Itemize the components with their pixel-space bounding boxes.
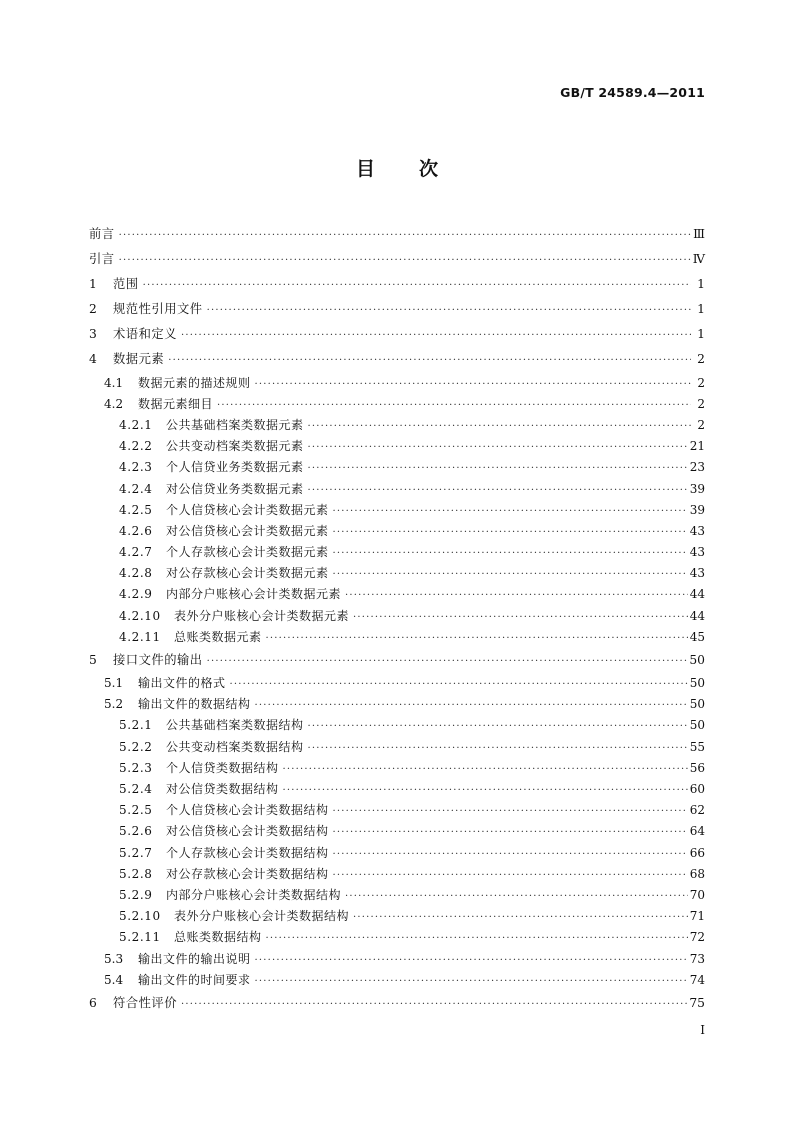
- toc-entry-label: 输出文件的时间要求: [138, 972, 251, 987]
- toc-entry-page: 1: [697, 302, 705, 317]
- toc-dot-leader: [333, 844, 688, 865]
- toc-entry-label: 个人信贷核心会计类数据元素: [166, 502, 329, 517]
- toc-entry-number: 5.2.5: [119, 803, 153, 818]
- toc-entry-label: 术语和定义: [113, 327, 177, 342]
- toc-entry-number: 1: [89, 277, 97, 292]
- standard-code: GB/T 24589.4—2011: [560, 85, 705, 100]
- toc-entry-number: 4.2.5: [119, 502, 153, 517]
- toc-entry-number: 4.2.8: [119, 566, 153, 581]
- toc-entry-label: 对公信贷核心会计类数据元素: [166, 523, 329, 538]
- toc-entry-label: 数据元素: [113, 352, 165, 367]
- toc-entry[interactable]: [89, 694, 705, 715]
- toc-entry-page: 50: [689, 676, 705, 691]
- toc-entry-page: 43: [689, 523, 705, 538]
- toc-dot-leader: [119, 223, 691, 248]
- toc-dot-leader: [333, 522, 688, 543]
- toc-entry[interactable]: [89, 715, 705, 736]
- toc-entry-label: 个人信贷核心会计类数据结构: [166, 803, 329, 818]
- toc-entry-page: 39: [689, 502, 705, 517]
- toc-dot-leader: [283, 759, 688, 780]
- toc-entry-page: 70: [689, 887, 705, 902]
- toc-entry-label: 对公信贷业务类数据元素: [166, 481, 304, 496]
- toc-entry-page: 72: [689, 930, 705, 945]
- toc-entry-page: 39: [689, 481, 705, 496]
- toc-entry[interactable]: [89, 584, 705, 605]
- toc-dot-leader: [255, 950, 688, 971]
- toc-entry-page: 1: [697, 277, 705, 292]
- toc-dot-leader: [308, 416, 691, 437]
- toc-entry-number: 4.2.9: [119, 587, 153, 602]
- toc-entry-label: 公共基础档案类数据元素: [166, 417, 304, 432]
- toc-entry-page: 21: [689, 439, 705, 454]
- toc-dot-leader: [255, 695, 688, 716]
- toc-entry-label: 对公存款核心会计类数据元素: [166, 566, 329, 581]
- toc-dot-leader: [266, 928, 688, 949]
- toc-entry-label: 表外分户账核心会计类数据结构: [174, 909, 350, 924]
- toc-entry[interactable]: [89, 737, 705, 758]
- toc-entry-number: 5.1: [104, 676, 124, 691]
- toc-entry-label: 内部分户账核心会计类数据元素: [166, 587, 342, 602]
- toc-entry-label: 总账类数据元素: [174, 629, 262, 644]
- toc-entry[interactable]: [89, 648, 705, 673]
- toc-entry-page: 68: [689, 866, 705, 881]
- toc-entry-page: 45: [689, 629, 705, 644]
- toc-entry-number: 4.2.1: [119, 417, 153, 432]
- toc-entry-number: 6: [89, 995, 97, 1010]
- toc-entry-page: 2: [697, 396, 705, 411]
- toc-entry-page: 75: [689, 995, 705, 1010]
- footer-page-number: I: [700, 1023, 705, 1037]
- toc-entry[interactable]: [89, 758, 705, 779]
- toc-entry[interactable]: [89, 563, 705, 584]
- toc-entry-page: 56: [689, 760, 705, 775]
- toc-dot-leader: [345, 886, 688, 907]
- toc-entry-number: 5.2.4: [119, 782, 153, 797]
- toc-dot-leader: [353, 907, 688, 928]
- toc-entry-number: 5.2.3: [119, 760, 153, 775]
- toc-entry-number: 5.3: [104, 951, 124, 966]
- toc-entry[interactable]: [89, 415, 705, 436]
- toc-entry-page: 74: [689, 972, 705, 987]
- toc-entry-number: 3: [89, 327, 97, 342]
- toc-entry-label: 个人存款核心会计类数据元素: [166, 545, 329, 560]
- toc-entry-number: 2: [89, 302, 97, 317]
- toc-entry-number: 4.2.6: [119, 523, 153, 538]
- toc-entry[interactable]: [89, 927, 705, 948]
- toc-dot-leader: [255, 374, 691, 395]
- toc-entry-label: 引言: [89, 252, 115, 267]
- toc-entry[interactable]: [89, 347, 705, 372]
- toc-entry-number: 5.2.6: [119, 824, 153, 839]
- toc-entry-page: 50: [689, 653, 705, 667]
- toc-entry-page: 2: [697, 375, 705, 390]
- toc-entry-label: 个人信贷业务类数据元素: [166, 460, 304, 475]
- toc-entry-page: 43: [689, 566, 705, 581]
- toc-entry-label: 规范性引用文件: [113, 302, 203, 317]
- toc-entry-page: Ⅳ: [692, 252, 705, 267]
- toc-dot-leader: [283, 780, 688, 801]
- toc-dot-leader: [345, 585, 688, 606]
- toc-entry-label: 符合性评价: [113, 995, 177, 1010]
- toc-entry[interactable]: [89, 373, 705, 394]
- toc-entry-number: 5.2.10: [119, 909, 161, 924]
- toc-entry[interactable]: [89, 821, 705, 842]
- toc-entry-label: 输出文件的数据结构: [138, 697, 251, 712]
- toc-dot-leader: [230, 674, 688, 695]
- toc-entry-label: 总账类数据结构: [174, 930, 262, 945]
- page-title: 目次: [355, 158, 482, 180]
- toc-entry-label: 范围: [113, 277, 139, 292]
- toc-entry[interactable]: [89, 970, 705, 991]
- toc-entry-number: 5.2.11: [119, 930, 161, 945]
- toc-entry[interactable]: [89, 991, 705, 1016]
- toc-dot-leader: [119, 248, 691, 273]
- toc-entry[interactable]: [89, 779, 705, 800]
- toc-entry[interactable]: [89, 222, 705, 247]
- toc-entry[interactable]: [89, 247, 705, 272]
- toc-entry[interactable]: [89, 864, 705, 885]
- toc-entry[interactable]: [89, 542, 705, 563]
- toc-dot-leader: [266, 628, 688, 649]
- toc-entry[interactable]: [89, 906, 705, 927]
- toc-entry-label: 前言: [89, 227, 115, 241]
- toc-dot-leader: [333, 865, 688, 886]
- toc-entry-page: 73: [689, 951, 705, 966]
- toc-entry-label: 个人存款核心会计类数据结构: [166, 845, 329, 860]
- toc-entry[interactable]: [89, 673, 705, 694]
- toc-entry-number: 4.2.2: [119, 439, 153, 454]
- toc-entry[interactable]: [89, 479, 705, 500]
- toc-entry-page: 44: [689, 587, 705, 602]
- toc-entry-page: 1: [697, 327, 705, 342]
- toc-entry-label: 输出文件的输出说明: [138, 951, 251, 966]
- toc-entry-page: 71: [689, 909, 705, 924]
- toc-dot-leader: [181, 323, 691, 348]
- toc-entry-page: 50: [689, 718, 705, 733]
- toc-dot-leader: [333, 501, 688, 522]
- toc-entry-number: 4.2: [104, 396, 124, 411]
- toc-entry-page: 44: [689, 608, 705, 623]
- toc-entry-label: 内部分户账核心会计类数据结构: [166, 887, 342, 902]
- toc-entry-number: 5.2.9: [119, 887, 153, 902]
- toc-entry-page: 55: [689, 739, 705, 754]
- toc-entry-page: 43: [689, 545, 705, 560]
- toc-dot-leader: [308, 480, 688, 501]
- toc-entry-number: 4.2.4: [119, 481, 153, 496]
- toc-entry-page: 66: [689, 845, 705, 860]
- toc-entry-label: 个人信贷类数据结构: [166, 760, 279, 775]
- toc-entry[interactable]: [89, 322, 705, 347]
- toc-entry-page: 2: [697, 352, 705, 367]
- toc-entry-number: 4.2.7: [119, 545, 153, 560]
- toc-entry-page: 50: [689, 697, 705, 712]
- toc-entry-page: 64: [689, 824, 705, 839]
- toc-entry-label: 对公信贷核心会计类数据结构: [166, 824, 329, 839]
- toc-entry[interactable]: [89, 394, 705, 415]
- toc-dot-leader: [333, 564, 688, 585]
- toc-entry-number: 4.2.3: [119, 460, 153, 475]
- toc-entry[interactable]: [89, 436, 705, 457]
- toc-entry-page: 23: [689, 460, 705, 475]
- toc-entry-number: 4.1: [104, 375, 124, 390]
- toc-entry-number: 5.2: [104, 697, 124, 712]
- toc-dot-leader: [353, 607, 688, 628]
- toc-entry-label: 对公信贷类数据结构: [166, 782, 279, 797]
- toc-dot-leader: [207, 649, 688, 674]
- toc-entry-number: 5: [89, 653, 97, 667]
- toc-entry-number: 5.2.8: [119, 866, 153, 881]
- toc-entry-label: 数据元素细目: [138, 396, 214, 411]
- toc-entry[interactable]: [89, 272, 705, 297]
- toc-entry[interactable]: [89, 949, 705, 970]
- toc-entry-number: 4.2.11: [119, 629, 161, 644]
- toc-entry-page: 60: [689, 782, 705, 797]
- toc-entry[interactable]: [89, 843, 705, 864]
- toc-entry[interactable]: [89, 521, 705, 542]
- toc-entry-label: 公共基础档案类数据结构: [166, 718, 304, 733]
- toc-dot-leader: [333, 801, 688, 822]
- toc-entry[interactable]: [89, 457, 705, 478]
- toc-entry-page: 62: [689, 803, 705, 818]
- toc-dot-leader: [333, 822, 688, 843]
- toc-dot-leader: [308, 738, 688, 759]
- toc-entry-number: 5.2.1: [119, 718, 153, 733]
- toc-entry[interactable]: [89, 800, 705, 821]
- toc-entry-label: 接口文件的输出: [113, 653, 203, 667]
- toc-entry[interactable]: [89, 500, 705, 521]
- toc-entry-number: 5.2.2: [119, 739, 153, 754]
- toc-dot-leader: [143, 273, 691, 298]
- toc-entry-label: 表外分户账核心会计类数据元素: [174, 608, 350, 623]
- toc-entry-label: 输出文件的格式: [138, 676, 226, 691]
- toc-entry-number: 5.4: [104, 972, 124, 987]
- toc-dot-leader: [308, 716, 688, 737]
- toc-entry-label: 数据元素的描述规则: [138, 375, 251, 390]
- toc-entry-label: 公共变动档案类数据结构: [166, 739, 304, 754]
- toc-dot-leader: [181, 992, 687, 1017]
- toc-dot-leader: [308, 458, 688, 479]
- toc-entry[interactable]: [89, 627, 705, 648]
- table-of-contents: [89, 222, 705, 1016]
- toc-entry-number: 5.2.7: [119, 845, 153, 860]
- toc-dot-leader: [217, 395, 691, 416]
- toc-entry[interactable]: [89, 885, 705, 906]
- toc-dot-leader: [255, 971, 688, 992]
- toc-entry[interactable]: [89, 606, 705, 627]
- toc-entry-label: 对公存款核心会计类数据结构: [166, 866, 329, 881]
- toc-entry-page: Ⅲ: [693, 227, 705, 241]
- toc-entry-number: 4.2.10: [119, 608, 161, 623]
- toc-dot-leader: [207, 298, 691, 323]
- toc-entry-number: 4: [89, 352, 97, 367]
- toc-dot-leader: [333, 543, 688, 564]
- toc-entry-page: 2: [697, 417, 705, 432]
- toc-entry[interactable]: [89, 297, 705, 322]
- toc-entry-label: 公共变动档案类数据元素: [166, 439, 304, 454]
- toc-dot-leader: [308, 437, 688, 458]
- toc-dot-leader: [168, 348, 691, 373]
